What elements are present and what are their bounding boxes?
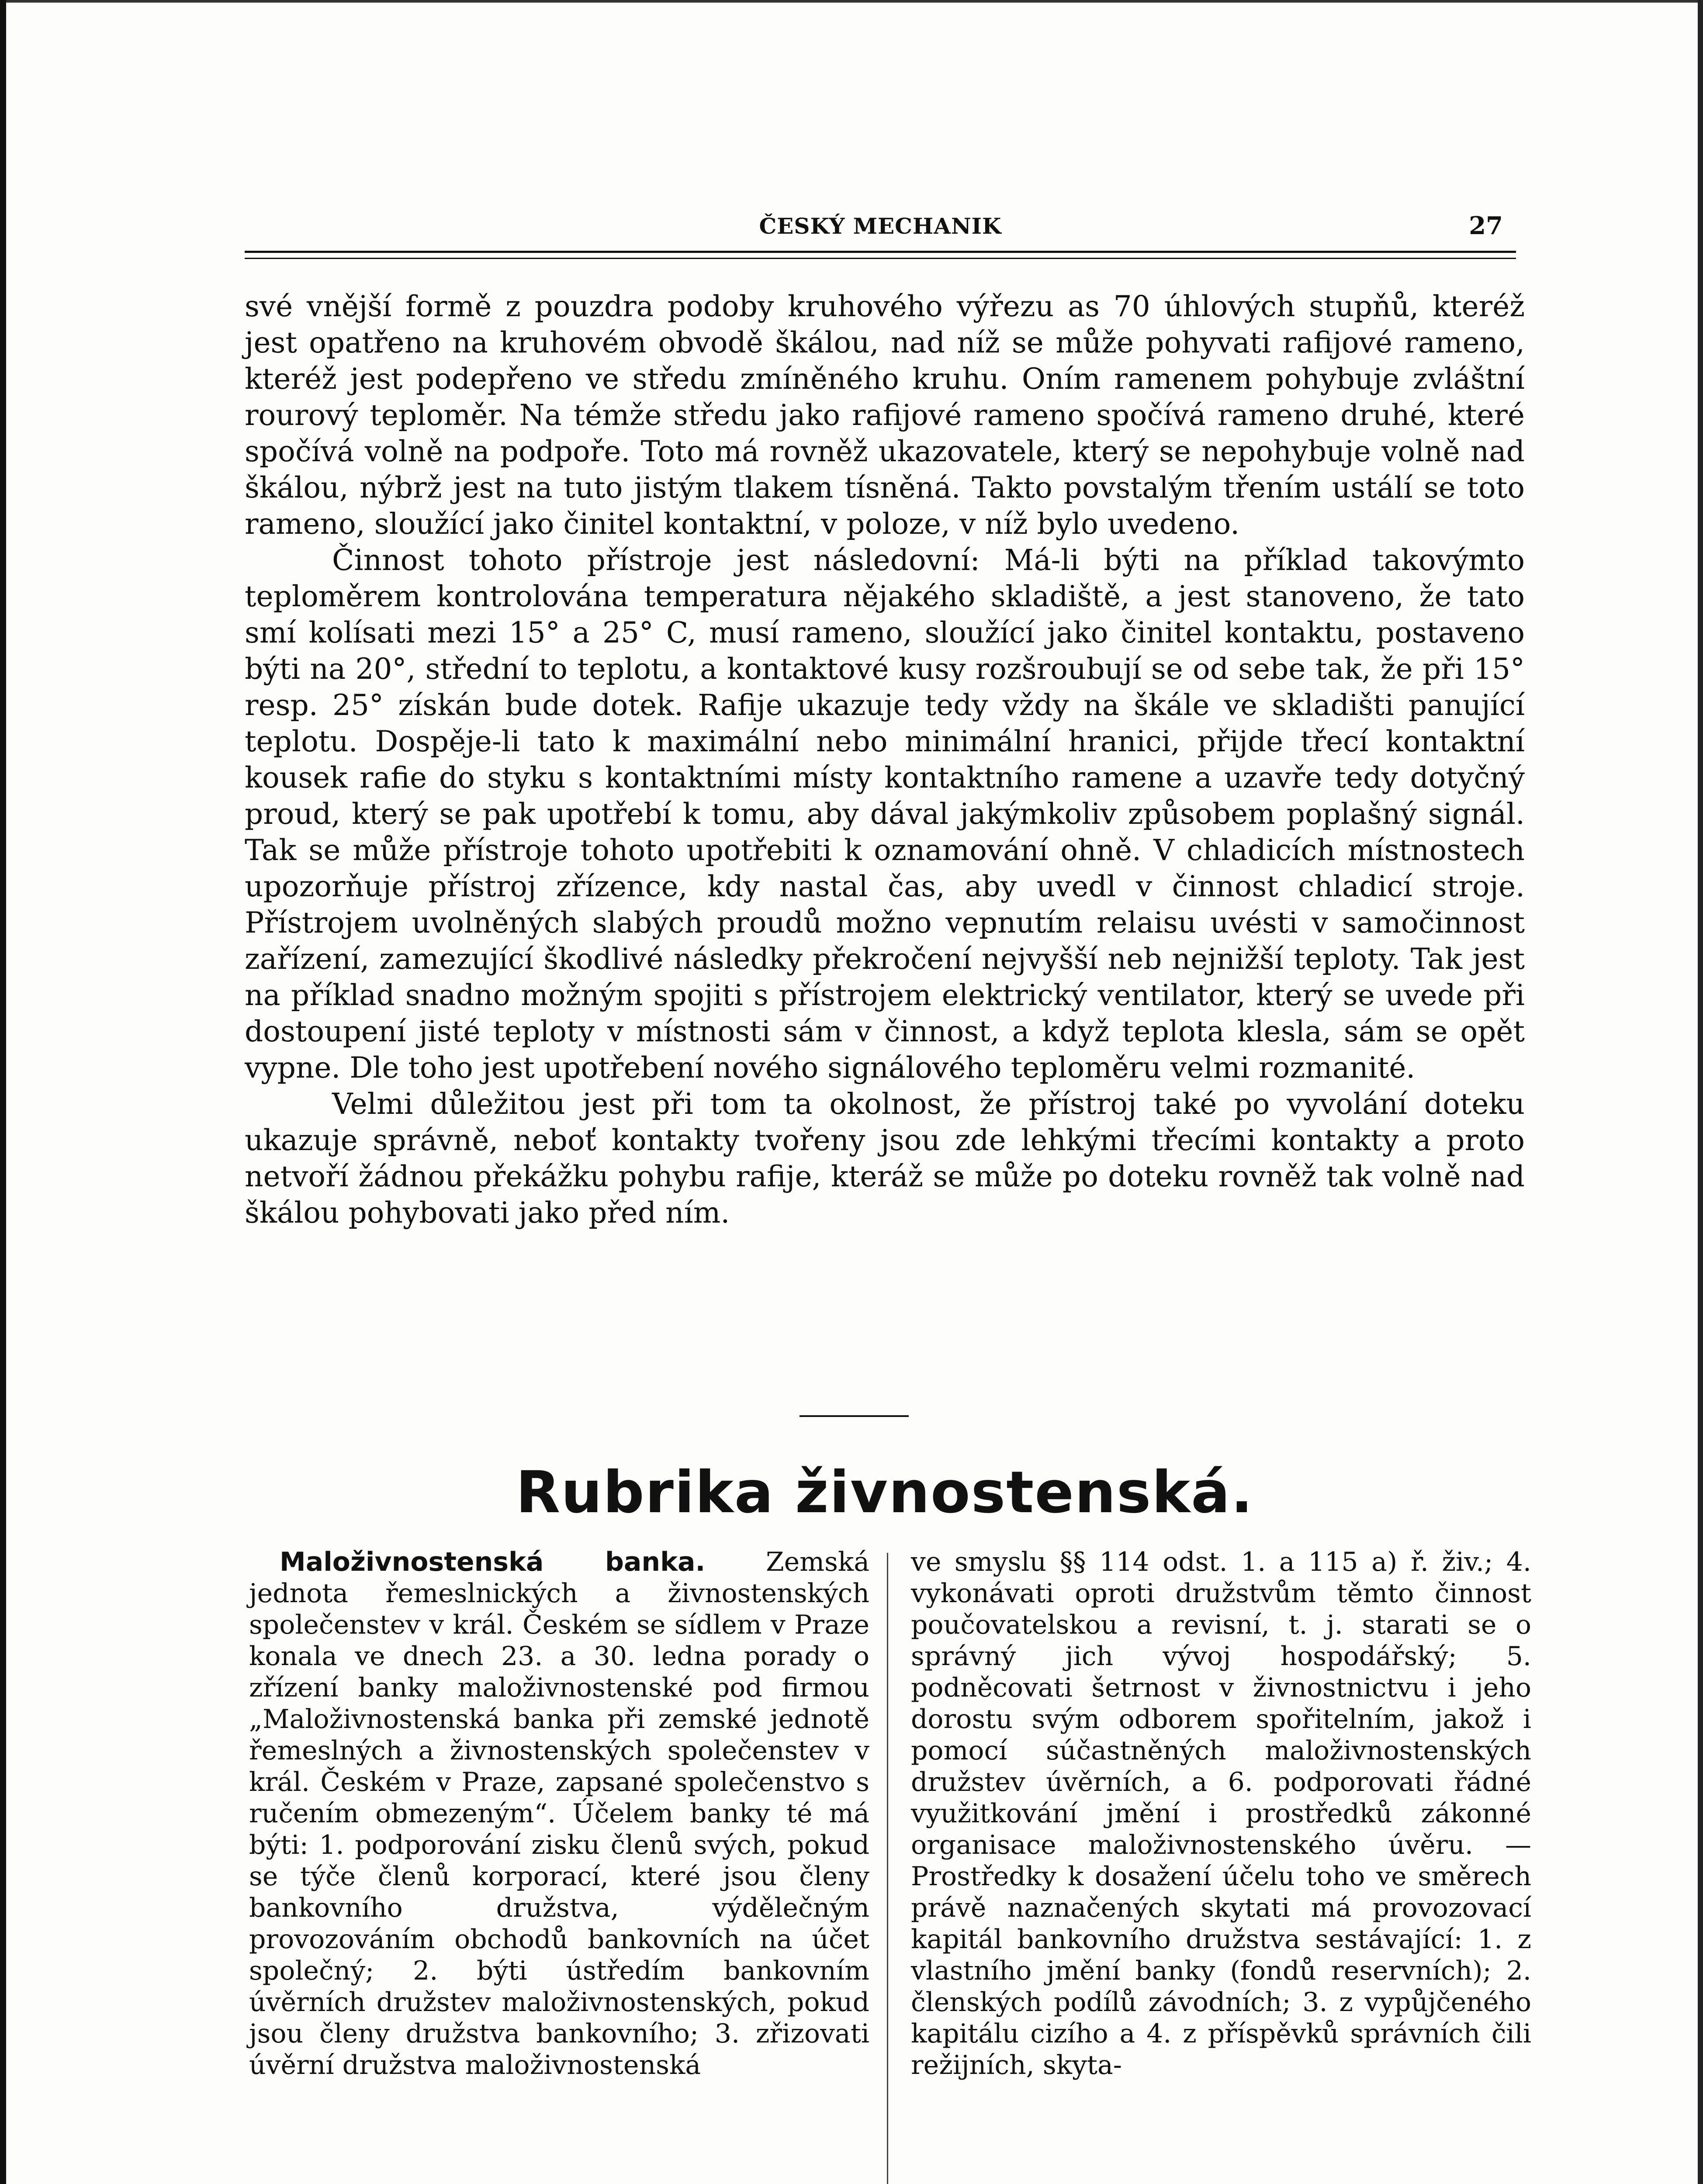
article-body [245, 288, 1525, 1231]
section-divider [800, 1415, 909, 1417]
section-title: Rubrika živnostenská. [516, 1459, 1254, 1526]
header-rule-thin [245, 258, 1516, 259]
scan-border-top [0, 0, 1703, 3]
article-paragraph-3: Velmi důležitou jest při tom ta okolnost, že přístroj také po vyvolání doteku ukazuje správně, neboť kontakty tvořeny jsou zde lehkými třecími kontakty a proto netvoří žádnou překážku pohybu rafije, kteráž se může po doteku rovněž tak volně nad škálou pohybovati jako před ním. [245, 1087, 1525, 1230]
left-column-text: Zemská jednota řemeslnických a živnostenských společenstev v král. Českém se sídlem v Praze konala ve dnech 23. a 30. ledna porady o zřízení banky maloživnostenské pod firmou „Maloživnostenská banka při zemské jednotě řemeslných a živnostenských společenstev v král. Českém v Praze, zapsané společenstvo s ručením obmezeným“. Účelem banky té má býti: 1. podporování zisku členů svých, pokud se týče členů korporací, které jsou členy bankovního družstva, výdělečným provozováním obchodů bankovních na účet společný; 2. býti ústředím bankovním úvěrních družstev maloživnostenských, pokud jsou členy družstva bankovního; 3. zřizovati úvěrní družstva maloživnostenská [249, 1547, 869, 2080]
scan-border-left [0, 0, 6, 2184]
journal-title: ČESKÝ MECHANIK [759, 213, 1002, 239]
running-header [245, 213, 1516, 244]
header-rule-thick [245, 251, 1516, 253]
right-column [911, 1546, 1531, 2081]
scan-border-right [1698, 0, 1703, 2184]
run-in-heading: Maloživnostenská banka. [280, 1547, 706, 1577]
left-column-paragraph [249, 1546, 869, 2081]
column-divider [887, 1553, 888, 2184]
article-paragraph-2: Činnost tohoto přístroje jest následovní: Má-li býti na příklad takovýmto teploměrem kontrolována temperatura nějakého skladiště, a jest stanoveno, že tato smí kolísati mezi 15° a 25° C, musí rameno, sloužící jako činitel kontaktu, postaveno býti na 20°, střední to teplotu, a kontaktové kusy rozšroubují se od sebe tak, že při 15° resp. 25° získán bude dotek. Rafije ukazuje tedy vždy na škále ve skladišti panující teplotu. Dospěje-li tato k maximální nebo minimální hranici, přijde třecí kontaktní kousek rafie do styku s kontaktními místy kontaktního ramene a uzavře tedy dotyčný proud, který se pak upotřebí k tomu, aby dával jakýmkoliv způsobem poplašný signál. Tak se může přístroje tohoto upotřebiti k oznamování ohně. V chladicích místnostech upozorňuje přístroj zřízence, kdy nastal čas, aby uvedl v činnost chladicí stroje. Přístrojem uvolněných slabých proudů možno vepnutím relaisu uvésti v samočinnost zařízení, zamezující škodlivé následky překročení nejvyšší neb nejnižší teploty. Tak jest na příklad snadno možným spojiti s přístrojem elektrický ventilator, který se uvede při dostoupení jisté teploty v místnosti sám v činnost, a když teplota klesla, sám se opět vypne. Dle toho jest upotřebení nového signálového teploměru velmi rozmanité. [245, 543, 1525, 1085]
page-number: 27 [1469, 211, 1503, 240]
left-column [249, 1546, 869, 2081]
article-paragraph-1: své vnější formě z pouzdra podoby kruhového výřezu as 70 úhlových stupňů, kteréž jest opatřeno na kruhovém obvodě škálou, nad níž se může pohyvati rafijové rameno, kteréž jest podepřeno ve středu zmíněného kruhu. Oním ramenem pohybuje zvláštní rourový teploměr. Na témže středu jako rafijové rameno spočívá rameno druhé, které spočívá volně na podpoře. Toto má rovněž ukazovatele, který se nepohybuje volně nad škálou, nýbrž jest na tuto jistým tlakem tísněná. Takto povstalým třením ustálí se toto rameno, sloužící jako činitel kontaktní, v poloze, v níž bylo uvedeno. [245, 290, 1525, 541]
right-column-text: ve smyslu §§ 114 odst. 1. a 115 a) ř. živ.; 4. vykonávati oproti družstvům těmto činnost poučovatelskou a revisní, t. j. starati se o správný jich vývoj hospodářský; 5. podněcovati šetrnost v živnostnictvu i jeho dorostu svým odborem spořitelním, jakož i pomocí súčastněných maloživnostenských družstev úvěrních, a 6. podporovati řádné využitkování jmění i prostředků zákonné organisace maloživnostenského úvěru. — Prostředky k dosažení účelu toho ve směrech právě naznačených skytati má provozovací kapitál bankovního družstva sestávající: 1. z vlastního jmění banky (fondů reservních); 2. členských podílů závodních; 3. z vypůjčeného kapitálu cizího a 4. z příspěvků správních čili režijních, skyta- [911, 1547, 1531, 2080]
